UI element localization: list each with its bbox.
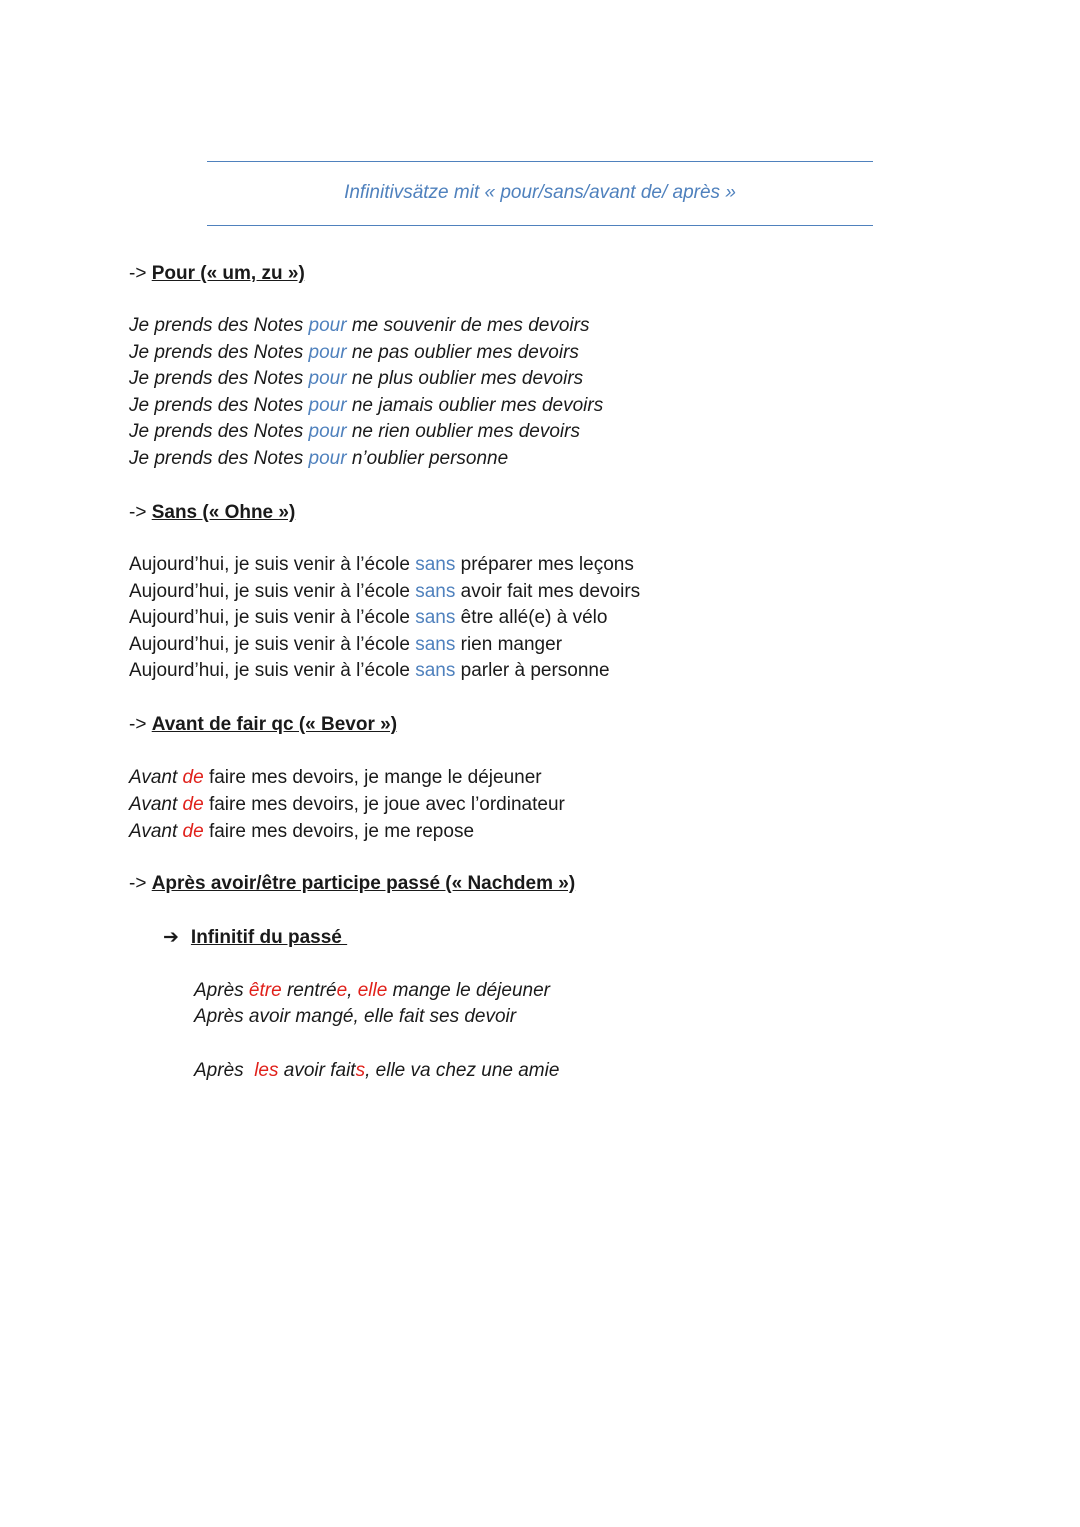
- heading-prefix: ->: [129, 263, 152, 284]
- heading-prefix: ->: [129, 714, 152, 735]
- text-part: Aujourd’hui, je suis venir à l’école: [129, 607, 416, 628]
- highlight-red: s: [355, 1060, 366, 1081]
- page-title: Infinitivsätze mit « pour/sans/avant de/ après »: [344, 182, 736, 203]
- apres-example-2: Après avoir mangé, elle fait ses devoir: [194, 1006, 517, 1027]
- arrow-right-icon: ➔: [163, 927, 179, 948]
- avant-example-line: [129, 820, 474, 844]
- highlight-red: être: [248, 980, 282, 1001]
- text-part: être allé(e) à vélo: [455, 607, 608, 628]
- keyword-highlight: de: [182, 820, 204, 842]
- text-part: Je prends des Notes: [129, 394, 309, 416]
- text-part: Aujourd’hui, je suis venir à l’école: [129, 660, 416, 681]
- heading-text: Après avoir/être participe passé (« Nachdem »): [151, 873, 576, 894]
- text-part: ne pas oublier mes devoirs: [346, 341, 579, 363]
- keyword-highlight: de: [182, 793, 204, 815]
- keyword-highlight: sans: [415, 660, 456, 681]
- sans-example-line: [129, 580, 640, 604]
- text-part: faire mes devoirs, je mange le déjeuner: [203, 767, 542, 788]
- text-part: Aujourd’hui, je suis venir à l’école: [129, 633, 416, 655]
- pour-example-line: [129, 341, 579, 365]
- heading-prefix: ->: [129, 873, 152, 894]
- pour-example-line: [129, 420, 580, 444]
- text-part: me souvenir de mes devoirs: [346, 315, 590, 336]
- highlight-red: elle: [357, 980, 388, 1001]
- highlight-red: e: [336, 980, 348, 1001]
- avant-example-line: [129, 766, 542, 790]
- keyword-highlight: pour: [308, 368, 347, 390]
- keyword-highlight: de: [182, 767, 204, 788]
- text-part: n’oublier personne: [346, 448, 509, 469]
- pour-example-line: [129, 367, 583, 391]
- text-part: rentré: [281, 980, 337, 1001]
- keyword-highlight: sans: [415, 580, 456, 602]
- sans-example-line: [129, 659, 610, 683]
- keyword-highlight: pour: [308, 315, 347, 336]
- text-part: Avant: [129, 793, 183, 815]
- keyword-highlight: sans: [415, 633, 456, 655]
- text-part: Je prends des Notes: [129, 315, 309, 336]
- title-rule-top: [207, 161, 873, 162]
- text-part: préparer mes leçons: [455, 554, 634, 575]
- text-part: avoir fait: [278, 1060, 356, 1081]
- title-rule-bottom: [207, 225, 873, 226]
- text-part: ne jamais oublier mes devoirs: [346, 394, 604, 416]
- sans-example-line: [129, 633, 562, 657]
- text-part: faire mes devoirs, je joue avec l’ordinateur: [203, 793, 565, 815]
- text-part: Aujourd’hui, je suis venir à l’école: [129, 580, 416, 602]
- keyword-highlight: pour: [308, 341, 347, 363]
- section-heading-pour: [129, 262, 305, 286]
- keyword-highlight: pour: [308, 421, 347, 443]
- apres-example-1: [194, 979, 550, 1003]
- text-part: parler à personne: [455, 660, 610, 681]
- text-part: Je prends des Notes: [129, 341, 309, 363]
- heading-text: Pour (« um, zu »): [151, 263, 305, 284]
- heading-text: Avant de fair qc (« Bevor »): [151, 714, 398, 735]
- pour-example-line: [129, 394, 603, 418]
- text-part: ,: [347, 980, 358, 1001]
- section-heading-apres: [129, 872, 575, 896]
- highlight-red: les: [254, 1060, 279, 1081]
- text-part: Après: [194, 1060, 255, 1081]
- apres-example-3: [194, 1059, 559, 1083]
- keyword-highlight: sans: [415, 554, 456, 575]
- text-part: mange le déjeuner: [387, 980, 550, 1001]
- text-part: faire mes devoirs, je me repose: [203, 820, 475, 842]
- keyword-highlight: pour: [308, 448, 347, 469]
- heading-prefix: ->: [129, 502, 152, 523]
- pour-example-line: [129, 314, 589, 338]
- pour-example-line: [129, 447, 508, 471]
- sans-example-line: [129, 606, 607, 630]
- text-part: ne rien oublier mes devoirs: [346, 421, 580, 443]
- text-part: Je prends des Notes: [129, 368, 309, 390]
- avant-example-line: [129, 793, 565, 817]
- text-part: Je prends des Notes: [129, 421, 309, 443]
- text-part: ne plus oublier mes devoirs: [346, 368, 584, 390]
- section-heading-sans: [129, 501, 295, 525]
- text-part: , elle va chez une amie: [365, 1060, 560, 1081]
- text-part: Après: [194, 980, 249, 1001]
- text-part: Aujourd’hui, je suis venir à l’école: [129, 554, 416, 575]
- text-part: rien manger: [455, 633, 563, 655]
- text-part: Je prends des Notes: [129, 448, 309, 469]
- sans-example-line: [129, 553, 634, 577]
- section-heading-avant: [129, 713, 397, 737]
- keyword-highlight: sans: [415, 607, 456, 628]
- keyword-highlight: pour: [308, 394, 347, 416]
- sub-heading-infinitif-passe: [163, 926, 347, 950]
- heading-text: Sans (« Ohne »): [151, 502, 296, 523]
- text-part: Avant: [129, 767, 183, 788]
- text-part: Avant: [129, 820, 183, 842]
- text-part: avoir fait mes devoirs: [455, 580, 641, 602]
- sub-heading-text: Infinitif du passé: [190, 927, 348, 948]
